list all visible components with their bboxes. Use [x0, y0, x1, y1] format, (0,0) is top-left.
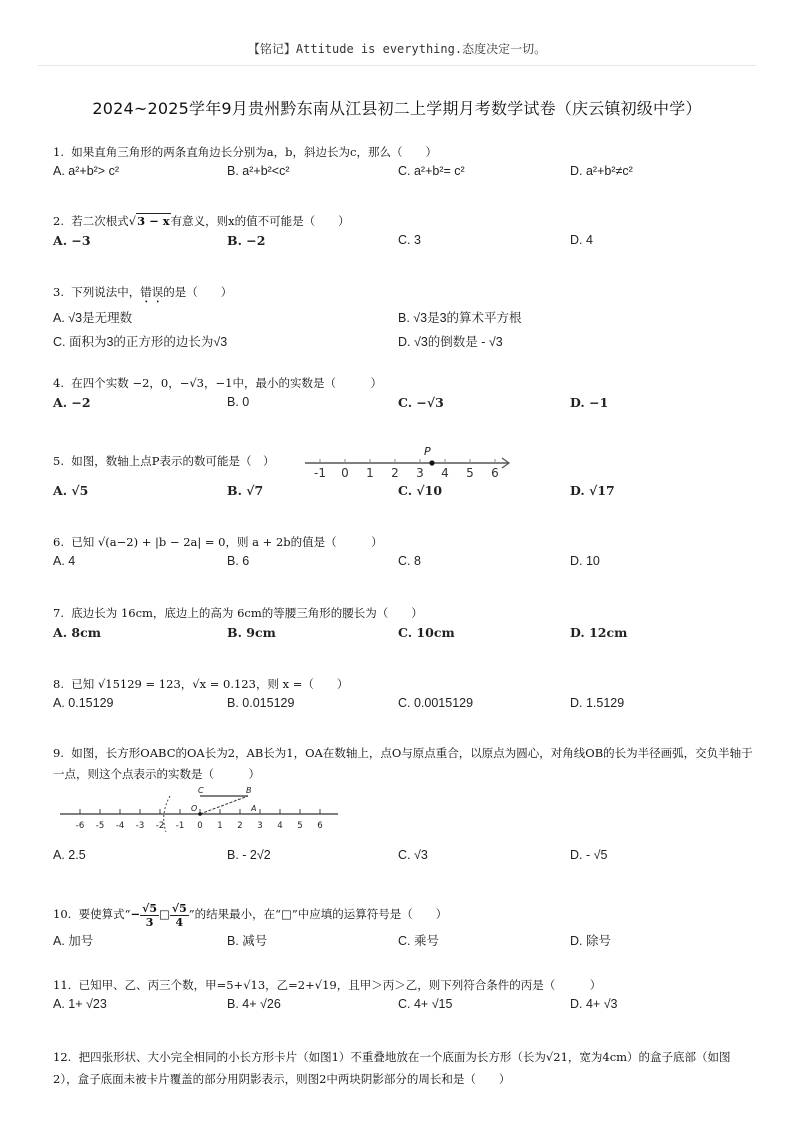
question-text: 已知甲、乙、丙三个数，甲=5+√13，乙=2+√19，且甲＞丙＞乙，则下列符合条件的丙是（ ）: [78, 978, 602, 992]
option-a[interactable]: A. 0.15129: [53, 696, 114, 710]
svg-text:3: 3: [257, 821, 263, 831]
operator-box: □: [159, 907, 170, 921]
question-number: 5.: [53, 454, 64, 468]
svg-text:2: 2: [391, 466, 399, 480]
number-line-rectangle-figure-q9: [58, 786, 343, 836]
svg-text:5: 5: [297, 821, 303, 831]
option-a[interactable]: A. a²+b²> c²: [53, 164, 119, 178]
question-number: 9.: [53, 746, 64, 760]
question-stem: [53, 212, 753, 230]
question-number: 10.: [53, 907, 72, 921]
svg-text:-2: -2: [155, 821, 165, 831]
svg-text:-4: -4: [115, 821, 125, 831]
option-d[interactable]: D. 4+ √3: [570, 997, 618, 1011]
header-divider: [38, 65, 756, 66]
question-7: [53, 604, 753, 645]
question-text: 的是（ ）: [163, 285, 233, 299]
question-stem: [53, 897, 753, 931]
svg-text:-6: -6: [75, 821, 85, 831]
question-number: 12.: [53, 1050, 72, 1064]
option-c[interactable]: C. √3: [398, 848, 428, 862]
option-a[interactable]: A. 2.5: [53, 848, 86, 862]
question-stem: [53, 374, 753, 392]
fraction-2: [170, 902, 189, 929]
svg-text:4: 4: [441, 466, 449, 480]
question-10: [53, 897, 753, 951]
svg-text:6: 6: [317, 821, 323, 831]
question-number: 6.: [53, 535, 64, 549]
question-text: 已知 √(a−2) + |b − 2a| = 0，则 a + 2b的值是（ ）: [71, 535, 383, 549]
question-text: 如图，数轴上点P表示的数可能是（ ）: [71, 454, 275, 468]
option-c[interactable]: C. 面积为3的正方形的边长为√3: [53, 335, 228, 349]
svg-text:0: 0: [197, 821, 203, 831]
numerator: √5: [171, 901, 187, 915]
svg-text:2: 2: [237, 821, 243, 831]
point-p-label: P: [424, 445, 431, 458]
question-text: 已知 √15129 = 123，√x = 0.123，则 x =（ ）: [71, 677, 349, 691]
question-1: [53, 143, 753, 184]
svg-text:A: A: [251, 804, 257, 813]
option-b[interactable]: B. 减号: [227, 934, 268, 948]
option-b[interactable]: B. 0.015129: [227, 696, 295, 710]
question-number: 3.: [53, 285, 64, 299]
question-2: [53, 212, 753, 253]
question-8: [53, 675, 753, 716]
question-text: 下列说法中，: [71, 285, 141, 299]
question-number: 1.: [53, 145, 64, 159]
option-a[interactable]: A. −3: [53, 233, 91, 248]
question-3: [53, 283, 753, 354]
option-c[interactable]: C. 4+ √15: [398, 997, 453, 1011]
option-d[interactable]: D. 1.5129: [570, 696, 625, 710]
fraction-1: [140, 902, 159, 929]
question-stem: [53, 1046, 743, 1090]
option-b[interactable]: B. 6: [227, 554, 250, 568]
svg-text:-1: -1: [314, 466, 326, 480]
question-stem: [53, 976, 753, 994]
option-b[interactable]: B. 4+ √26: [227, 997, 281, 1011]
option-c[interactable]: C. 0.0015129: [398, 696, 474, 710]
svg-text:6: 6: [491, 466, 499, 480]
page-title: 2024~2025学年9月贵州黔东南从江县初二上学期月考数学试卷（庆云镇初级中学）: [92, 99, 702, 118]
svg-text:4: 4: [277, 821, 283, 831]
option-a[interactable]: A. 4: [53, 554, 76, 568]
question-6: [53, 533, 753, 574]
option-b[interactable]: B. a²+b²<c²: [227, 164, 290, 178]
option-c[interactable]: C. √10: [398, 483, 443, 498]
svg-text:-1: -1: [175, 821, 185, 831]
option-d[interactable]: D. 4: [570, 233, 593, 247]
question-number: 7.: [53, 606, 64, 620]
option-a[interactable]: A. 8cm: [53, 625, 101, 640]
option-b[interactable]: B. - 2√2: [227, 848, 271, 862]
question-number: 11.: [53, 978, 72, 992]
question-11: [53, 976, 753, 1017]
question-text: ”的结果最小，在“□”中应填的运算符号是（ ）: [188, 907, 448, 921]
svg-text:-5: -5: [95, 821, 105, 831]
option-d[interactable]: D. 除号: [570, 934, 611, 948]
emphasized-word: 错误: [140, 285, 164, 299]
option-d[interactable]: D. √3的倒数是 - √3: [398, 335, 503, 349]
option-b[interactable]: B. √7: [227, 483, 264, 498]
question-stem: [53, 604, 753, 622]
header-motto: 【铭记】Attitude is everything.态度决定一切。: [247, 42, 547, 56]
question-text: 底边长为 16cm，底边上的高为 6cm的等腰三角形的腰长为（ ）: [71, 606, 423, 620]
question-stem: [53, 743, 753, 785]
option-d[interactable]: D. - √5: [570, 848, 608, 862]
option-c[interactable]: C. a²+b²= c²: [398, 164, 465, 178]
minus-sign: −: [130, 907, 141, 921]
svg-text:O: O: [191, 804, 198, 813]
denominator: 3: [145, 915, 154, 929]
option-b[interactable]: B. −2: [227, 233, 266, 248]
svg-text:3: 3: [416, 466, 424, 480]
option-c[interactable]: C. 8: [398, 554, 421, 568]
question-text: 如果直角三角形的两条直角边长分别为a，b，斜边长为c，那么（ ）: [71, 145, 437, 159]
question-text: 如图，长方形OABC的OA长为2，AB长为1，OA在数轴上，点O与原点重合，以原点为圆心，对角线OB的长为半径画弧，交负半轴于一点，则这个点表示的实数是（ ）: [53, 746, 753, 781]
svg-text:-3: -3: [135, 821, 145, 831]
question-9: [53, 743, 753, 785]
option-c[interactable]: C. 10cm: [398, 625, 455, 640]
question-stem: [53, 675, 753, 693]
radicand: 3 − x: [137, 214, 170, 228]
option-a[interactable]: A. √5: [53, 483, 89, 498]
option-a[interactable]: A. 1+ √23: [53, 997, 107, 1011]
svg-text:C: C: [198, 786, 204, 795]
question-9-options: [53, 845, 753, 868]
question-number: 2.: [53, 214, 64, 228]
question-number: 8.: [53, 677, 64, 691]
option-b[interactable]: B. 9cm: [227, 625, 276, 640]
option-d[interactable]: D. 12cm: [570, 625, 628, 640]
question-text: 把四张形状、大小完全相同的小长方形卡片（如图1）不重叠地放在一个底面为长方形（长为√21，宽为4cm）的盒子底部（如图2），盒子底面未被卡片覆盖的部分用阴影表示，则图2中两块阴影部分的周长和是（ ）: [53, 1050, 731, 1086]
option-b[interactable]: B. √3是3的算术平方根: [398, 311, 522, 325]
question-text: 在四个实数 −2，0，−√3，−1中，最小的实数是（ ）: [71, 376, 382, 390]
question-number: 4.: [53, 376, 64, 390]
question-text: 要使算式“: [78, 907, 131, 921]
numerator: √5: [142, 901, 158, 915]
svg-text:1: 1: [217, 821, 223, 831]
question-4: [53, 374, 753, 415]
option-a[interactable]: A. −2: [53, 395, 91, 410]
option-d[interactable]: D. √17: [570, 483, 615, 498]
option-c[interactable]: C. 3: [398, 233, 421, 247]
sqrt-expression: √3 − x: [128, 214, 170, 228]
point-p-marker: [429, 460, 434, 465]
question-12: [53, 1046, 743, 1090]
svg-text:B: B: [246, 786, 252, 795]
denominator: 4: [175, 915, 184, 929]
number-line-figure-q5: [300, 444, 520, 480]
question-text: 若二次根式: [71, 214, 129, 228]
svg-text:0: 0: [341, 466, 349, 480]
option-b[interactable]: B. 0: [227, 395, 250, 409]
question-stem: [53, 533, 753, 551]
svg-text:5: 5: [466, 466, 474, 480]
option-d[interactable]: D. 10: [570, 554, 600, 568]
option-d[interactable]: D. a²+b²≠c²: [570, 164, 633, 178]
option-a[interactable]: A. 加号: [53, 934, 94, 948]
question-stem: [53, 283, 753, 306]
svg-text:1: 1: [366, 466, 374, 480]
question-stem: [53, 143, 753, 161]
option-c[interactable]: C. 乘号: [398, 934, 439, 948]
option-c[interactable]: C. −√3: [398, 395, 444, 410]
option-a[interactable]: A. √3是无理数: [53, 311, 133, 325]
option-d[interactable]: D. −1: [570, 395, 609, 410]
question-text: 有意义，则x的值不可能是（ ）: [170, 214, 350, 228]
